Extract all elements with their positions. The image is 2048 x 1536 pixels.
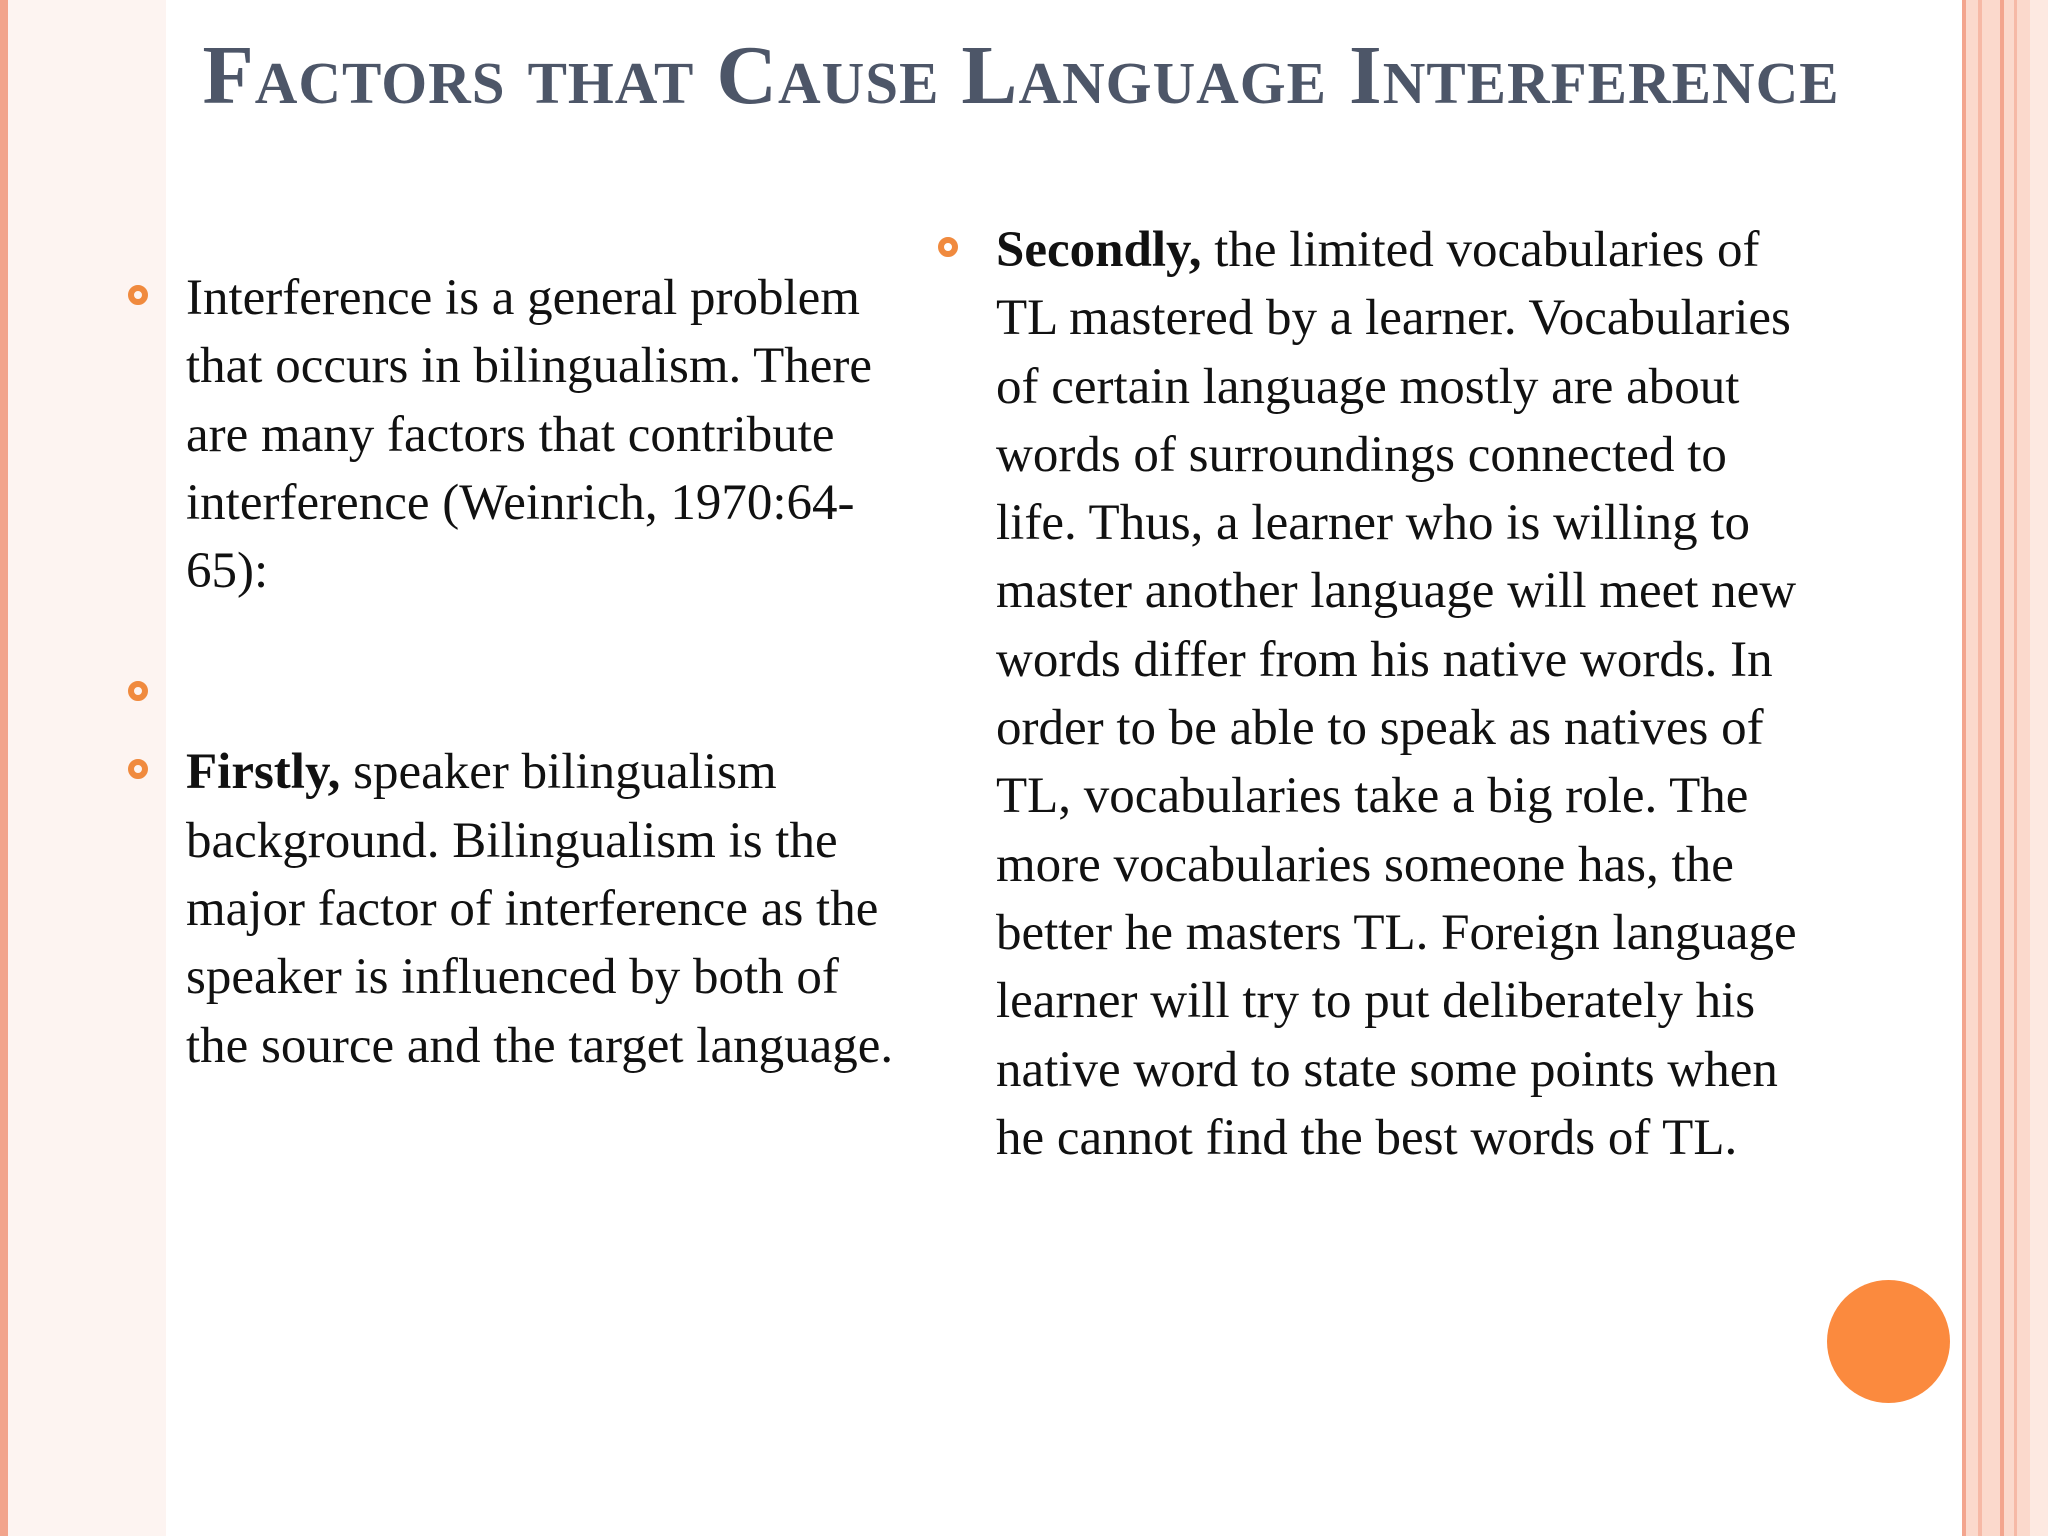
hollow-circle-bullet-icon [128,681,148,701]
hollow-circle-bullet-icon [938,237,958,257]
right-stripe-line [1978,0,1982,1536]
bullet-item-secondly [938,216,1798,1172]
left-bullet-list [128,264,908,1080]
right-stripe-band [1962,0,2030,1536]
bullet-item-firstly [128,738,908,1079]
slide-title: Factors that Cause Language Interference [202,29,1840,122]
right-stripe-line [2000,0,2004,1536]
right-stripe-line [1962,0,1966,1536]
bullet-item-empty [128,657,908,725]
bullet-intro-text: Interference is a general problem that occurs in bilingualism. There are many factors that contribute interference (Weinrich, 1970:64-65): [186,270,872,600]
firstly-text: speaker bilingualism background. Bilingualism is the major factor of interference as the speaker is influenced by both of the source and the target language. [186,744,894,1074]
secondly-text: the limited vocabularies of TL mastered by a learner. Vocabularies of certain language mostly are about words of surroundings connected to life. Thus, a learner who is willing to master another language will meet new words differ from his native words. In order to be able to speak as natives of TL, vocabularies take a big role. The more vocabularies someone has, the better he masters TL. Foreign language learner will try to put deliberately his native word to state some points when he cannot find the best words of TL. [996,222,1797,1166]
hollow-circle-bullet-icon [128,285,148,305]
bullet-item-intro [128,264,908,605]
orange-circle-decoration [1827,1280,1950,1403]
hollow-circle-bullet-icon [128,759,148,779]
firstly-label: Firstly, [186,744,341,801]
secondly-label: Secondly, [996,222,1202,278]
right-bullet-list [938,216,1798,1172]
right-stripe-line [2014,0,2017,1536]
left-border-decoration [0,0,8,1536]
right-stripe-edge [2030,0,2048,1536]
